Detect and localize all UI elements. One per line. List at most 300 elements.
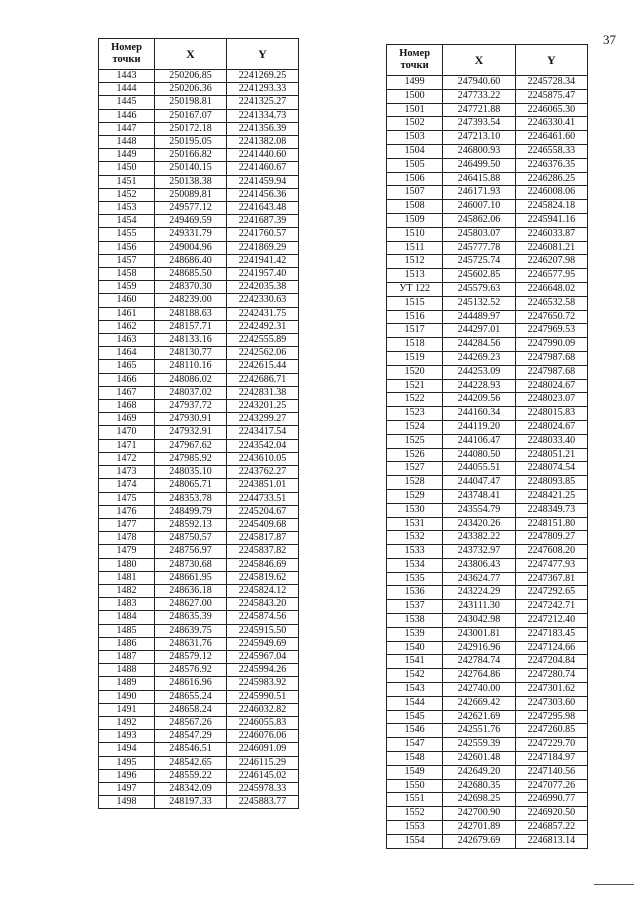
y-coordinate-cell: 2241460.67 <box>227 162 299 175</box>
table-row <box>99 545 299 558</box>
coordinates-table-right <box>386 44 588 849</box>
point-number-header <box>99 39 155 70</box>
table-row <box>99 611 299 624</box>
table-row <box>99 215 299 228</box>
point-number-cell: 1475 <box>99 492 155 505</box>
point-number-cell: 1488 <box>99 664 155 677</box>
x-coordinate-cell: 245579.63 <box>443 282 515 296</box>
x-coordinate-cell: 242669.42 <box>443 696 515 710</box>
x-coordinate-cell: 243111.30 <box>443 600 515 614</box>
y-coordinate-cell: 2246920.50 <box>515 807 587 821</box>
table-row <box>99 307 299 320</box>
point-number-cell: 1443 <box>99 70 155 83</box>
table-row <box>387 351 588 365</box>
point-number-cell: 1506 <box>387 172 443 186</box>
x-coordinate-cell: 245602.85 <box>443 269 515 283</box>
point-number-cell: 1459 <box>99 281 155 294</box>
point-number-cell: 1479 <box>99 545 155 558</box>
header-line2: точки <box>400 60 429 71</box>
x-coordinate-cell: 242649.20 <box>443 765 515 779</box>
table-row <box>99 254 299 267</box>
table-row <box>99 518 299 531</box>
y-coordinate-cell: 2246076.06 <box>227 730 299 743</box>
table-row <box>99 426 299 439</box>
table-row <box>387 821 588 835</box>
y-coordinate-cell: 2246115.29 <box>227 756 299 769</box>
point-number-cell: 1478 <box>99 532 155 545</box>
coordinates-table-left <box>98 38 299 809</box>
x-coordinate-cell: 244047.47 <box>443 476 515 490</box>
point-number-cell: 1521 <box>387 379 443 393</box>
y-coordinate-cell: 2246461.60 <box>515 131 587 145</box>
y-coordinate-cell: 2247183.45 <box>515 627 587 641</box>
y-coordinate-cell: 2245817.87 <box>227 532 299 545</box>
x-header: X <box>155 39 227 70</box>
x-coordinate-cell: 243042.98 <box>443 614 515 628</box>
table-row <box>387 462 588 476</box>
y-coordinate-cell: 2247990.09 <box>515 338 587 352</box>
table-row <box>387 476 588 490</box>
x-coordinate-cell: 244489.97 <box>443 310 515 324</box>
table-row <box>99 334 299 347</box>
x-coordinate-cell: 247967.62 <box>155 439 227 452</box>
x-coordinate-cell: 247932.91 <box>155 426 227 439</box>
x-coordinate-cell: 250138.38 <box>155 175 227 188</box>
point-number-cell: 1513 <box>387 269 443 283</box>
y-coordinate-cell: 2248024.67 <box>515 379 587 393</box>
table-row <box>387 269 588 283</box>
x-coordinate-cell: 242698.25 <box>443 793 515 807</box>
point-number-cell: 1464 <box>99 347 155 360</box>
point-number-cell: 1445 <box>99 96 155 109</box>
table-row <box>387 807 588 821</box>
table-row <box>99 492 299 505</box>
table-row <box>387 227 588 241</box>
x-coordinate-cell: 248631.76 <box>155 637 227 650</box>
y-coordinate-cell: 2245994.26 <box>227 664 299 677</box>
table-row <box>387 614 588 628</box>
table-row <box>387 572 588 586</box>
y-coordinate-cell: 2247242.71 <box>515 600 587 614</box>
x-coordinate-cell: 242916.96 <box>443 641 515 655</box>
y-coordinate-cell: 2246990.77 <box>515 793 587 807</box>
x-coordinate-cell: 244080.50 <box>443 448 515 462</box>
x-coordinate-cell: 242601.48 <box>443 752 515 766</box>
table-row <box>387 503 588 517</box>
table-row <box>387 489 588 503</box>
y-coordinate-cell: 2242686.71 <box>227 373 299 386</box>
x-coordinate-cell: 245777.78 <box>443 241 515 255</box>
x-coordinate-cell: 248750.57 <box>155 532 227 545</box>
table-row <box>99 769 299 782</box>
table-row <box>387 586 588 600</box>
x-coordinate-cell: 247937.72 <box>155 400 227 413</box>
y-coordinate-cell: 2243851.01 <box>227 479 299 492</box>
y-coordinate-cell: 2247295.98 <box>515 710 587 724</box>
y-coordinate-cell: 2246648.02 <box>515 282 587 296</box>
x-coordinate-cell: 243806.43 <box>443 558 515 572</box>
y-coordinate-cell: 2241643.48 <box>227 202 299 215</box>
y-coordinate-cell: 2242831.38 <box>227 386 299 399</box>
header-line1: Номер <box>399 48 431 59</box>
x-coordinate-cell: 242784.74 <box>443 655 515 669</box>
point-number-cell: 1450 <box>99 162 155 175</box>
y-coordinate-cell: 2242035.38 <box>227 281 299 294</box>
point-number-cell: 1493 <box>99 730 155 743</box>
point-number-cell: 1526 <box>387 448 443 462</box>
y-coordinate-cell: 2245728.34 <box>515 76 587 90</box>
point-number-cell: 1487 <box>99 650 155 663</box>
x-coordinate-cell: 248661.95 <box>155 571 227 584</box>
x-coordinate-cell: 248035.10 <box>155 466 227 479</box>
x-coordinate-cell: 250089.81 <box>155 188 227 201</box>
table-row <box>387 641 588 655</box>
point-number-cell: 1497 <box>99 782 155 795</box>
point-number-cell: 1444 <box>99 83 155 96</box>
point-number-cell: 1508 <box>387 200 443 214</box>
x-coordinate-cell: 245725.74 <box>443 255 515 269</box>
table-row <box>99 136 299 149</box>
table-row <box>99 558 299 571</box>
y-coordinate-cell: 2243201.25 <box>227 400 299 413</box>
y-coordinate-cell: 2246813.14 <box>515 834 587 848</box>
x-coordinate-cell: 250172.18 <box>155 122 227 135</box>
point-number-cell: 1491 <box>99 703 155 716</box>
x-coordinate-cell: 246800.93 <box>443 144 515 158</box>
point-number-cell: 1512 <box>387 255 443 269</box>
point-number-cell: 1524 <box>387 420 443 434</box>
y-coordinate-cell: 2247969.53 <box>515 324 587 338</box>
y-coordinate-cell: 2245837.82 <box>227 545 299 558</box>
y-coordinate-cell: 2247987.68 <box>515 365 587 379</box>
y-coordinate-cell: 2248074.54 <box>515 462 587 476</box>
y-coordinate-cell: 2245204.67 <box>227 505 299 518</box>
y-coordinate-cell: 2247367.81 <box>515 572 587 586</box>
table-row <box>99 743 299 756</box>
table-row <box>387 517 588 531</box>
point-number-cell: 1536 <box>387 586 443 600</box>
x-coordinate-cell: 242559.39 <box>443 738 515 752</box>
page-edge-mark <box>594 884 634 885</box>
x-coordinate-cell: 248499.79 <box>155 505 227 518</box>
point-number-cell: 1483 <box>99 598 155 611</box>
table-row <box>387 324 588 338</box>
point-number-cell: 1523 <box>387 407 443 421</box>
y-coordinate-cell: 2241760.57 <box>227 228 299 241</box>
table-row <box>99 96 299 109</box>
y-coordinate-cell: 2247987.68 <box>515 351 587 365</box>
y-coordinate-cell: 2245875.47 <box>515 89 587 103</box>
y-coordinate-cell: 2241456.36 <box>227 188 299 201</box>
point-number-cell: 1528 <box>387 476 443 490</box>
table-row <box>99 202 299 215</box>
y-coordinate-cell: 2247301.62 <box>515 683 587 697</box>
point-number-cell: 1548 <box>387 752 443 766</box>
point-number-cell: 1498 <box>99 796 155 809</box>
table-row <box>387 89 588 103</box>
point-number-cell: 1535 <box>387 572 443 586</box>
table-row <box>99 122 299 135</box>
point-number-cell: 1489 <box>99 677 155 690</box>
y-coordinate-cell: 2246857.22 <box>515 821 587 835</box>
x-coordinate-cell: 248636.18 <box>155 584 227 597</box>
x-coordinate-cell: 244297.01 <box>443 324 515 338</box>
point-number-cell: 1469 <box>99 413 155 426</box>
x-coordinate-cell: 248037.02 <box>155 386 227 399</box>
x-coordinate-cell: 244284.56 <box>443 338 515 352</box>
y-coordinate-cell: 2246065.30 <box>515 103 587 117</box>
x-coordinate-cell: 248627.00 <box>155 598 227 611</box>
y-coordinate-cell: 2248033.40 <box>515 434 587 448</box>
x-coordinate-cell: 248655.24 <box>155 690 227 703</box>
table-row <box>99 703 299 716</box>
point-number-cell: 1529 <box>387 489 443 503</box>
table-row <box>99 624 299 637</box>
y-coordinate-cell: 2241440.60 <box>227 149 299 162</box>
x-coordinate-cell: 249469.59 <box>155 215 227 228</box>
point-number-cell: 1461 <box>99 307 155 320</box>
table-row <box>99 664 299 677</box>
point-number-cell: 1451 <box>99 175 155 188</box>
point-number-cell: 1449 <box>99 149 155 162</box>
point-number-cell: 1499 <box>387 76 443 90</box>
y-coordinate-cell: 2247809.27 <box>515 531 587 545</box>
y-coordinate-cell: 2243762.27 <box>227 466 299 479</box>
x-coordinate-cell: 246499.50 <box>443 158 515 172</box>
point-number-cell: 1502 <box>387 117 443 131</box>
y-coordinate-cell: 2246055.83 <box>227 716 299 729</box>
x-coordinate-cell: 249004.96 <box>155 241 227 254</box>
y-coordinate-cell: 2241941.42 <box>227 254 299 267</box>
y-coordinate-cell: 2247077.26 <box>515 779 587 793</box>
table-row <box>99 109 299 122</box>
point-number-cell: 1505 <box>387 158 443 172</box>
y-coordinate-cell: 2247650.72 <box>515 310 587 324</box>
y-coordinate-cell: 2246008.06 <box>515 186 587 200</box>
point-number-cell: 1538 <box>387 614 443 628</box>
point-number-cell: 1549 <box>387 765 443 779</box>
x-coordinate-cell: 248547.29 <box>155 730 227 743</box>
y-coordinate-cell: 2243417.54 <box>227 426 299 439</box>
x-coordinate-cell: 248188.63 <box>155 307 227 320</box>
point-number-cell: 1531 <box>387 517 443 531</box>
x-coordinate-cell: 244209.56 <box>443 393 515 407</box>
y-coordinate-cell: 2241459.94 <box>227 175 299 188</box>
point-number-cell: 1473 <box>99 466 155 479</box>
table-row <box>387 131 588 145</box>
table-row <box>387 158 588 172</box>
x-coordinate-cell: 248559.22 <box>155 769 227 782</box>
x-coordinate-cell: 248065.71 <box>155 479 227 492</box>
x-coordinate-cell: 250195.05 <box>155 136 227 149</box>
y-header: Y <box>227 39 299 70</box>
x-coordinate-cell: 247393.54 <box>443 117 515 131</box>
point-number-cell: 1480 <box>99 558 155 571</box>
y-coordinate-cell: 2248151.80 <box>515 517 587 531</box>
table-row <box>387 407 588 421</box>
point-number-cell: 1537 <box>387 600 443 614</box>
x-coordinate-cell: 243001.81 <box>443 627 515 641</box>
y-coordinate-cell: 2246207.98 <box>515 255 587 269</box>
table-row <box>99 479 299 492</box>
point-number-cell: 1500 <box>387 89 443 103</box>
point-number-cell: 1552 <box>387 807 443 821</box>
y-coordinate-cell: 2247204.84 <box>515 655 587 669</box>
table-row <box>99 175 299 188</box>
point-number-cell: 1519 <box>387 351 443 365</box>
y-coordinate-cell: 2243542.04 <box>227 439 299 452</box>
point-number-cell: 1540 <box>387 641 443 655</box>
y-coordinate-cell: 2242492.31 <box>227 320 299 333</box>
y-coordinate-cell: 2241334.73 <box>227 109 299 122</box>
y-coordinate-cell: 2245843.20 <box>227 598 299 611</box>
point-number-cell: 1458 <box>99 268 155 281</box>
point-number-cell: 1518 <box>387 338 443 352</box>
table-row <box>387 752 588 766</box>
table-row <box>99 439 299 452</box>
table-row <box>99 386 299 399</box>
point-number-cell: 1510 <box>387 227 443 241</box>
x-coordinate-cell: 244253.09 <box>443 365 515 379</box>
x-coordinate-cell: 243748.41 <box>443 489 515 503</box>
point-number-cell: 1454 <box>99 215 155 228</box>
point-number-cell: 1554 <box>387 834 443 848</box>
point-number-cell: 1516 <box>387 310 443 324</box>
table-row <box>387 627 588 641</box>
y-coordinate-cell: 2247303.60 <box>515 696 587 710</box>
point-number-cell: 1503 <box>387 131 443 145</box>
x-coordinate-cell: 248635.39 <box>155 611 227 624</box>
point-number-cell: УТ 122 <box>387 282 443 296</box>
point-number-cell: 1457 <box>99 254 155 267</box>
point-number-cell: 1484 <box>99 611 155 624</box>
table-row <box>99 320 299 333</box>
point-number-cell: 1534 <box>387 558 443 572</box>
x-coordinate-cell: 250140.15 <box>155 162 227 175</box>
table-row <box>99 505 299 518</box>
y-coordinate-cell: 2242330.63 <box>227 294 299 307</box>
table-row <box>387 310 588 324</box>
table-row <box>387 558 588 572</box>
x-coordinate-cell: 248686.40 <box>155 254 227 267</box>
point-number-cell: 1474 <box>99 479 155 492</box>
y-coordinate-cell: 2242615.44 <box>227 360 299 373</box>
x-coordinate-cell: 244269.23 <box>443 351 515 365</box>
x-coordinate-cell: 243382.22 <box>443 531 515 545</box>
table-row <box>387 448 588 462</box>
table-row <box>99 228 299 241</box>
x-coordinate-cell: 244055.51 <box>443 462 515 476</box>
table-row <box>387 696 588 710</box>
y-coordinate-cell: 2245967.04 <box>227 650 299 663</box>
y-coordinate-cell: 2246091.09 <box>227 743 299 756</box>
table-row <box>99 677 299 690</box>
point-number-cell: 1530 <box>387 503 443 517</box>
y-coordinate-cell: 2241293.33 <box>227 83 299 96</box>
x-coordinate-cell: 245862.06 <box>443 213 515 227</box>
point-number-cell: 1477 <box>99 518 155 531</box>
y-coordinate-cell: 2241382.08 <box>227 136 299 149</box>
y-coordinate-cell: 2247292.65 <box>515 586 587 600</box>
x-coordinate-cell: 243224.29 <box>443 586 515 600</box>
y-coordinate-cell: 2245990.51 <box>227 690 299 703</box>
x-coordinate-cell: 248579.12 <box>155 650 227 663</box>
point-number-cell: 1495 <box>99 756 155 769</box>
y-coordinate-cell: 2242431.75 <box>227 307 299 320</box>
x-coordinate-cell: 248086.02 <box>155 373 227 386</box>
x-coordinate-cell: 248353.78 <box>155 492 227 505</box>
table-row <box>387 434 588 448</box>
y-coordinate-cell: 2247477.93 <box>515 558 587 572</box>
x-coordinate-cell: 248616.96 <box>155 677 227 690</box>
point-number-cell: 1541 <box>387 655 443 669</box>
table-row <box>387 144 588 158</box>
y-coordinate-cell: 2247280.74 <box>515 669 587 683</box>
table-row <box>99 70 299 83</box>
point-number-cell: 1465 <box>99 360 155 373</box>
page-number: 37 <box>603 32 616 47</box>
table-row <box>387 241 588 255</box>
point-number-cell: 1492 <box>99 716 155 729</box>
table-row <box>387 669 588 683</box>
x-coordinate-cell: 247733.22 <box>443 89 515 103</box>
table-row <box>387 393 588 407</box>
table-row <box>99 188 299 201</box>
y-coordinate-cell: 2245409.68 <box>227 518 299 531</box>
y-coordinate-cell: 2245949.69 <box>227 637 299 650</box>
x-coordinate-cell: 242700.90 <box>443 807 515 821</box>
x-coordinate-cell: 248130.77 <box>155 347 227 360</box>
table-row <box>387 710 588 724</box>
table-row <box>99 413 299 426</box>
table-row <box>387 117 588 131</box>
y-coordinate-cell: 2246558.33 <box>515 144 587 158</box>
y-coordinate-cell: 2241687.39 <box>227 215 299 228</box>
x-coordinate-cell: 248342.09 <box>155 782 227 795</box>
table-row <box>387 779 588 793</box>
table-row <box>387 793 588 807</box>
x-coordinate-cell: 250206.85 <box>155 70 227 83</box>
x-coordinate-cell: 247940.60 <box>443 76 515 90</box>
table-row <box>387 834 588 848</box>
table-row <box>99 571 299 584</box>
y-coordinate-cell: 2245883.77 <box>227 796 299 809</box>
y-coordinate-cell: 2245874.56 <box>227 611 299 624</box>
x-coordinate-cell: 250206.36 <box>155 83 227 96</box>
y-coordinate-cell: 2245915.50 <box>227 624 299 637</box>
y-coordinate-cell: 2247140.56 <box>515 765 587 779</box>
table-row <box>99 149 299 162</box>
x-coordinate-cell: 248658.24 <box>155 703 227 716</box>
x-coordinate-cell: 242551.76 <box>443 724 515 738</box>
point-number-cell: 1507 <box>387 186 443 200</box>
y-coordinate-cell: 2241356.39 <box>227 122 299 135</box>
x-coordinate-cell: 243624.77 <box>443 572 515 586</box>
table-row <box>387 365 588 379</box>
y-coordinate-cell: 2242562.06 <box>227 347 299 360</box>
y-coordinate-cell: 2245819.62 <box>227 571 299 584</box>
point-number-cell: 1504 <box>387 144 443 158</box>
point-number-cell: 1542 <box>387 669 443 683</box>
y-coordinate-cell: 2246532.58 <box>515 296 587 310</box>
x-coordinate-cell: 244160.34 <box>443 407 515 421</box>
y-coordinate-cell: 2247124.66 <box>515 641 587 655</box>
table-row <box>387 420 588 434</box>
table-row <box>99 796 299 809</box>
table-row <box>99 281 299 294</box>
x-coordinate-cell: 250198.81 <box>155 96 227 109</box>
x-coordinate-cell: 248546.51 <box>155 743 227 756</box>
